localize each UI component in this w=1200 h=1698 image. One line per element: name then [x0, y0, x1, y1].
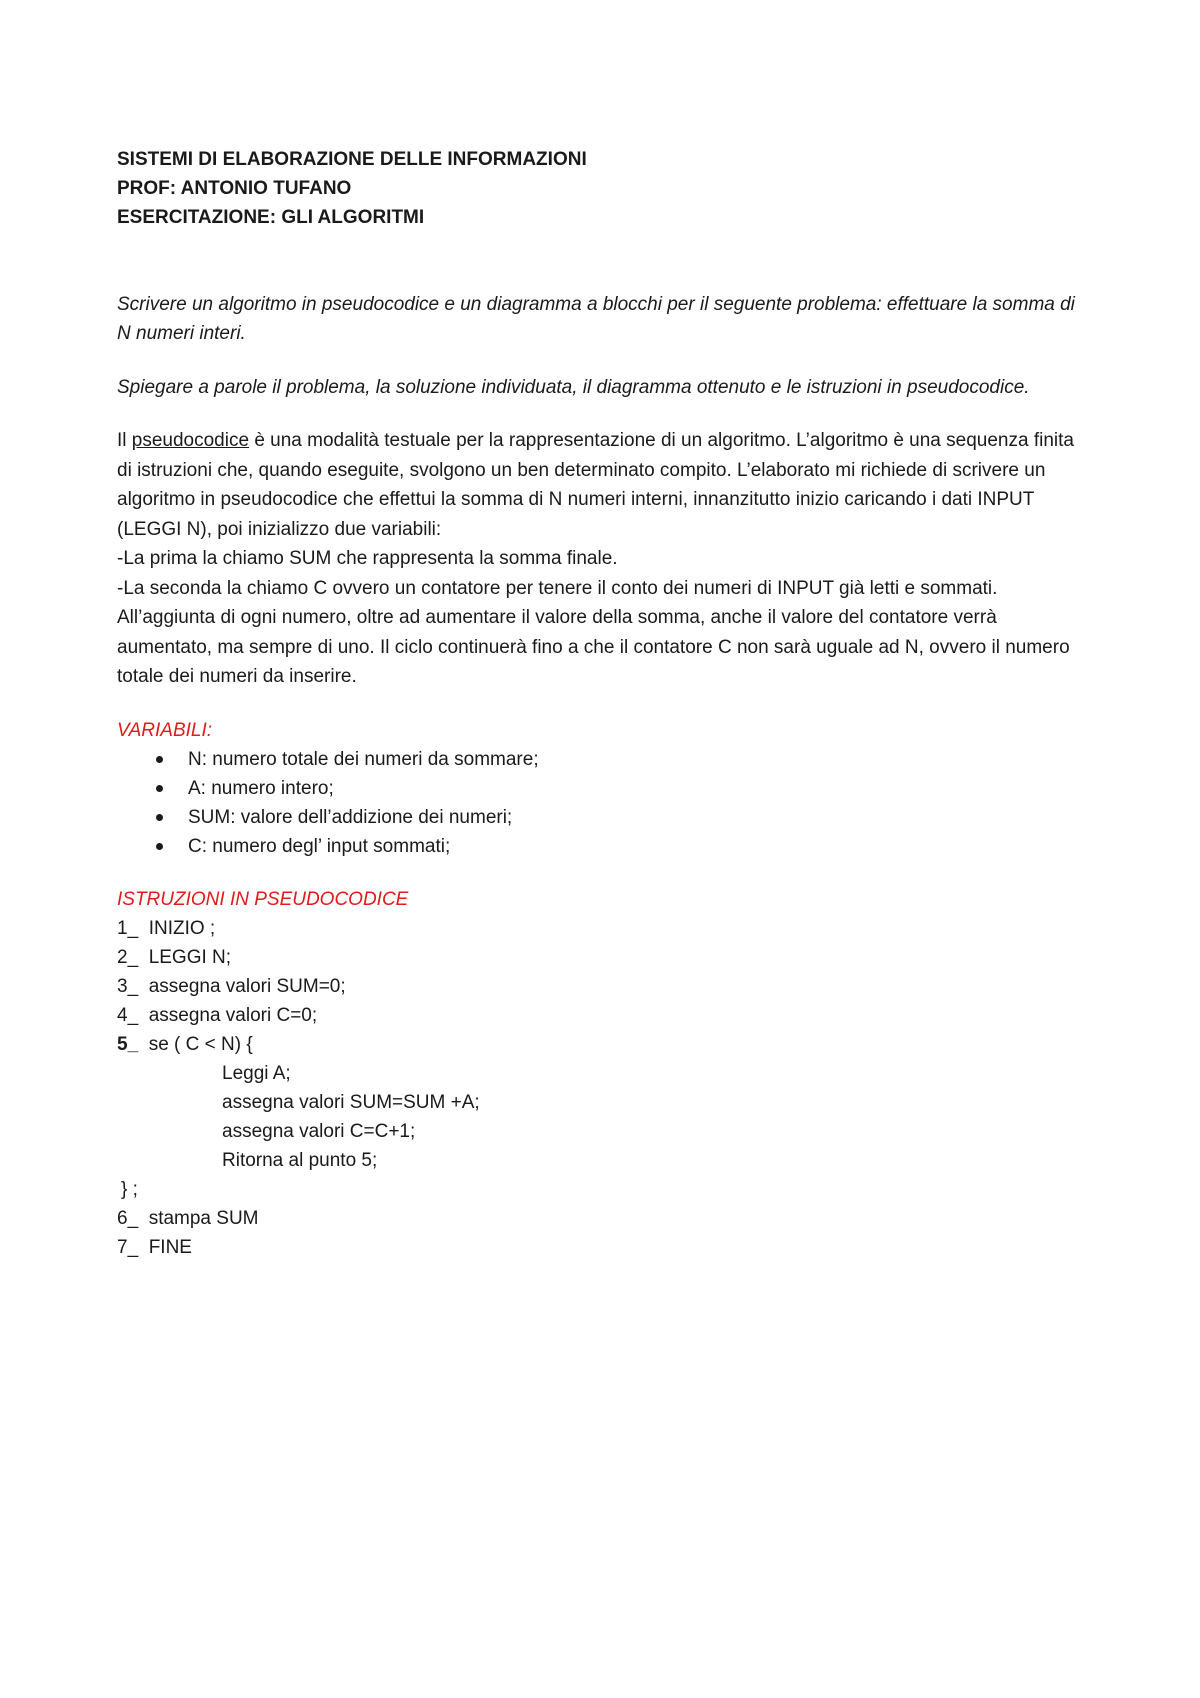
loop-explanation: All’aggiunta di ogni numero, oltre ad aumentare il valore della somma, anche il valore del contatore verrà aumentato, ma sempre di uno. Il ciclo continuerà fino a che il contatore C non sarà uguale ad N, ovvero il numero totale dei numeri da inserire.	[117, 607, 1070, 687]
bullet-icon	[156, 814, 163, 821]
bullet-icon	[156, 843, 163, 850]
code-line: Ritorna al punto 5;	[222, 1149, 378, 1171]
pseudocode-term: pseudocodice	[131, 430, 250, 451]
bullet-icon	[156, 756, 163, 763]
code-line: 7_ FINE	[117, 1236, 192, 1258]
code-line: assegna valori SUM=SUM +A;	[222, 1091, 480, 1113]
explanation-rest: è una modalità testuale per la rappresentazione di un algoritmo. L’algoritmo è una sequenza finita di istruzioni che, quando eseguite, svolgono un ben determinato compito. L’elaborato mi richiede di scrivere un algoritmo in pseudocodice che effettui la somma di N numeri interni, innanzitutto inizio caricando i dati INPUT (LEGGI N), poi inizializzo due variabili:	[117, 430, 1074, 540]
task-statement: Scrivere un algoritmo in pseudocodice e un diagramma a blocchi per il seguente problema: effettuare la somma di N numeri interi.	[117, 294, 1075, 344]
code-line: Leggi A;	[222, 1062, 291, 1084]
code-line: 3_ assegna valori SUM=0;	[117, 975, 346, 997]
explanation-paragraph	[117, 426, 1077, 544]
code-line: 1_ INIZIO ;	[117, 917, 216, 939]
variables-heading: VARIABILI:	[117, 719, 213, 741]
variables-list	[117, 745, 1077, 861]
bullet-icon	[156, 785, 163, 792]
pseudocode-heading: ISTRUZIONI IN PSEUDOCODICE	[117, 888, 409, 910]
list-item	[117, 803, 1077, 832]
exercise-title: ESERCITAZIONE: GLI ALGORITMI	[117, 207, 425, 228]
pseudocode-lines	[117, 914, 1077, 1262]
variable-n: N: numero totale dei numeri da sommare;	[188, 748, 539, 770]
variable-sum-description: -La prima la chiamo SUM che rappresenta la somma finale.	[117, 548, 618, 569]
variable-c-description: -La seconda la chiamo C ovvero un contatore per tenere il conto dei numeri di INPUT già letti e sommati.	[117, 577, 998, 599]
list-item	[117, 832, 1077, 861]
variable-c: C: numero degl’ input sommati;	[188, 835, 451, 857]
document-content	[117, 145, 1077, 1262]
code-line: } ;	[121, 1178, 138, 1200]
list-item	[117, 774, 1077, 803]
variable-a: A: numero intero;	[188, 777, 334, 799]
task-instructions: Spiegare a parole il problema, la soluzione individuata, il diagramma ottenuto e le istruzioni in pseudocodice.	[117, 377, 1030, 398]
code-line: 4_ assegna valori C=0;	[117, 1004, 318, 1026]
line-number-5: 5_	[117, 1033, 139, 1055]
loop-condition: se ( C < N) {	[148, 1033, 253, 1055]
code-line: assegna valori C=C+1;	[222, 1120, 416, 1142]
explanation-lead: Il	[117, 430, 132, 451]
course-title: SISTEMI DI ELABORAZIONE DELLE INFORMAZIONI	[117, 149, 587, 170]
list-item	[117, 745, 1077, 774]
code-line	[117, 1030, 1077, 1059]
professor-name: PROF: ANTONIO TUFANO	[117, 178, 352, 199]
variable-sum: SUM: valore dell’addizione dei numeri;	[188, 806, 513, 828]
code-line: 6_ stampa SUM	[117, 1207, 259, 1229]
code-line: 2_ LEGGI N;	[117, 946, 232, 968]
